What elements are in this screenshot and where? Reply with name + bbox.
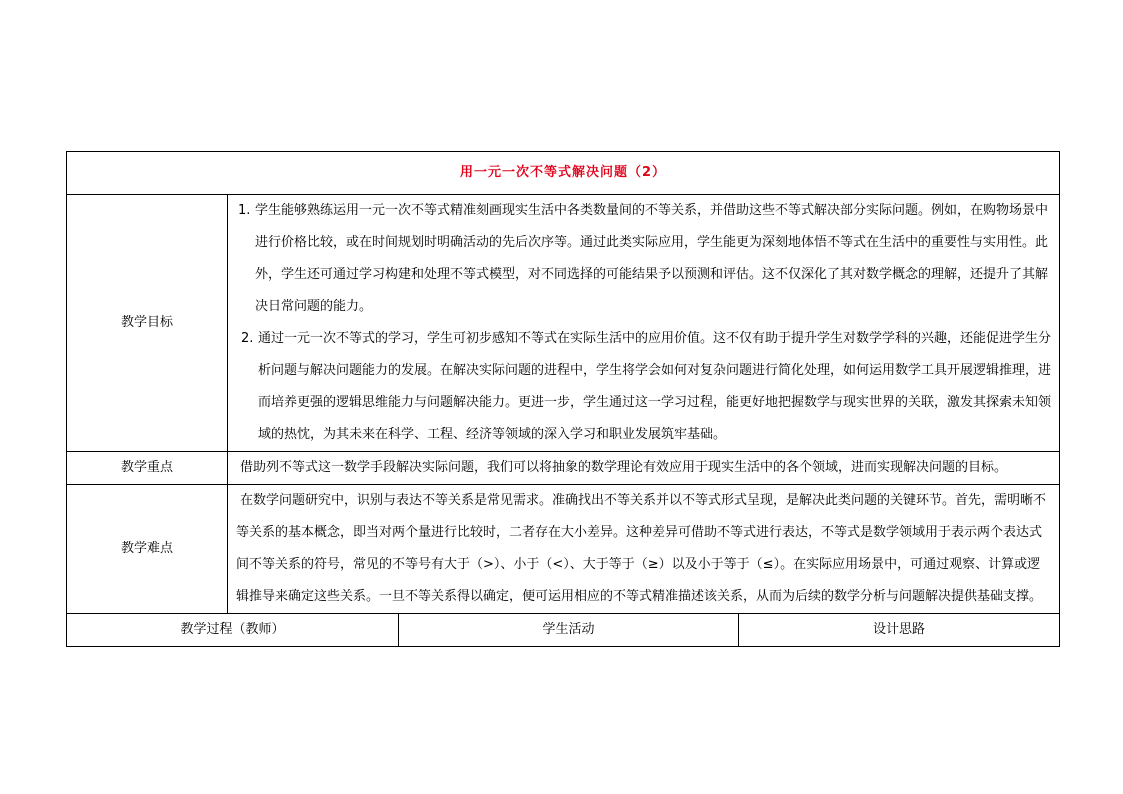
process-header-row	[67, 614, 1060, 647]
difficulties-text: 在数学问题研究中，识别与表达不等关系是常见需求。准确找出不等关系并以不等式形式呈现，是解决此类问题的关键环节。首先，需明晰不等关系的基本概念，即当对两个量进行比较时，二者存在大小差异。这种差异可借助不等式进行表达，不等式是数学领域用于表示两个表达式间不等关系的符号，常见的不等号有大于（>）、小于（<）、大于等于（≥）以及小于等于（≤）。在实际应用场景中，可通过观察、计算或逻辑推导来确定这些关系。一旦不等关系得以确定，便可运用相应的不等式精准描述该关系，从而为后续的数学分析与问题解决提供基础支撑。	[228, 485, 1060, 614]
objective-text-2: 通过一元一次不等式的学习，学生可初步感知不等式在实际生活中的应用价值。这不仅有助于提升学生对数学学科的兴趣，还能促进学生分析问题与解决问题能力的发展。在解决实际问题的进程中，学生将学会如何对复杂问题进行简化处理，如何运用数学工具开展逻辑推理，进而培养更强的逻辑思维能力与问题解决能力。更进一步，学生通过这一学习过程，能更好地把握数学与现实世界的关联，激发其探索未知领域的热忱，为其未来在科学、工程、经济等领域的深入学习和职业发展筑牢基础。	[258, 331, 1052, 442]
process-teacher-header: 教学过程（教师）	[67, 614, 399, 647]
key-points-row	[67, 452, 1060, 485]
objective-number-2: 2.	[241, 331, 254, 346]
objective-item-2	[236, 323, 1053, 451]
title-row	[67, 152, 1060, 195]
lesson-plan-table	[66, 151, 1060, 647]
key-points-text: 借助列不等式这一数学手段解决实际问题，我们可以将抽象的数学理论有效应用于现实生活中的各个领域，进而实现解决问题的目标。	[228, 452, 1060, 485]
key-points-label: 教学重点	[67, 452, 228, 485]
lesson-title: 用一元一次不等式解决问题（2）	[67, 152, 1060, 195]
objective-item-1	[236, 195, 1053, 323]
difficulties-row	[67, 485, 1060, 614]
objectives-content	[228, 195, 1060, 452]
objectives-row	[67, 195, 1060, 452]
objectives-label: 教学目标	[67, 195, 228, 452]
objective-text-1: 学生能够熟练运用一元一次不等式精准刻画现实生活中各类数量间的不等关系，并借助这些不等式解决部分实际问题。例如，在购物场景中进行价格比较，或在时间规划时明确活动的先后次序等。通过此类实际应用，学生能更为深刻地体悟不等式在生活中的重要性与实用性。此外，学生还可通过学习构建和处理不等式模型，对不同选择的可能结果予以预测和评估。这不仅深化了其对数学概念的理解，还提升了其解决日常问题的能力。	[255, 203, 1049, 314]
objective-number-1: 1.	[238, 203, 251, 218]
process-design-header: 设计思路	[739, 614, 1060, 647]
process-student-header: 学生活动	[399, 614, 739, 647]
difficulties-label: 教学难点	[67, 485, 228, 614]
